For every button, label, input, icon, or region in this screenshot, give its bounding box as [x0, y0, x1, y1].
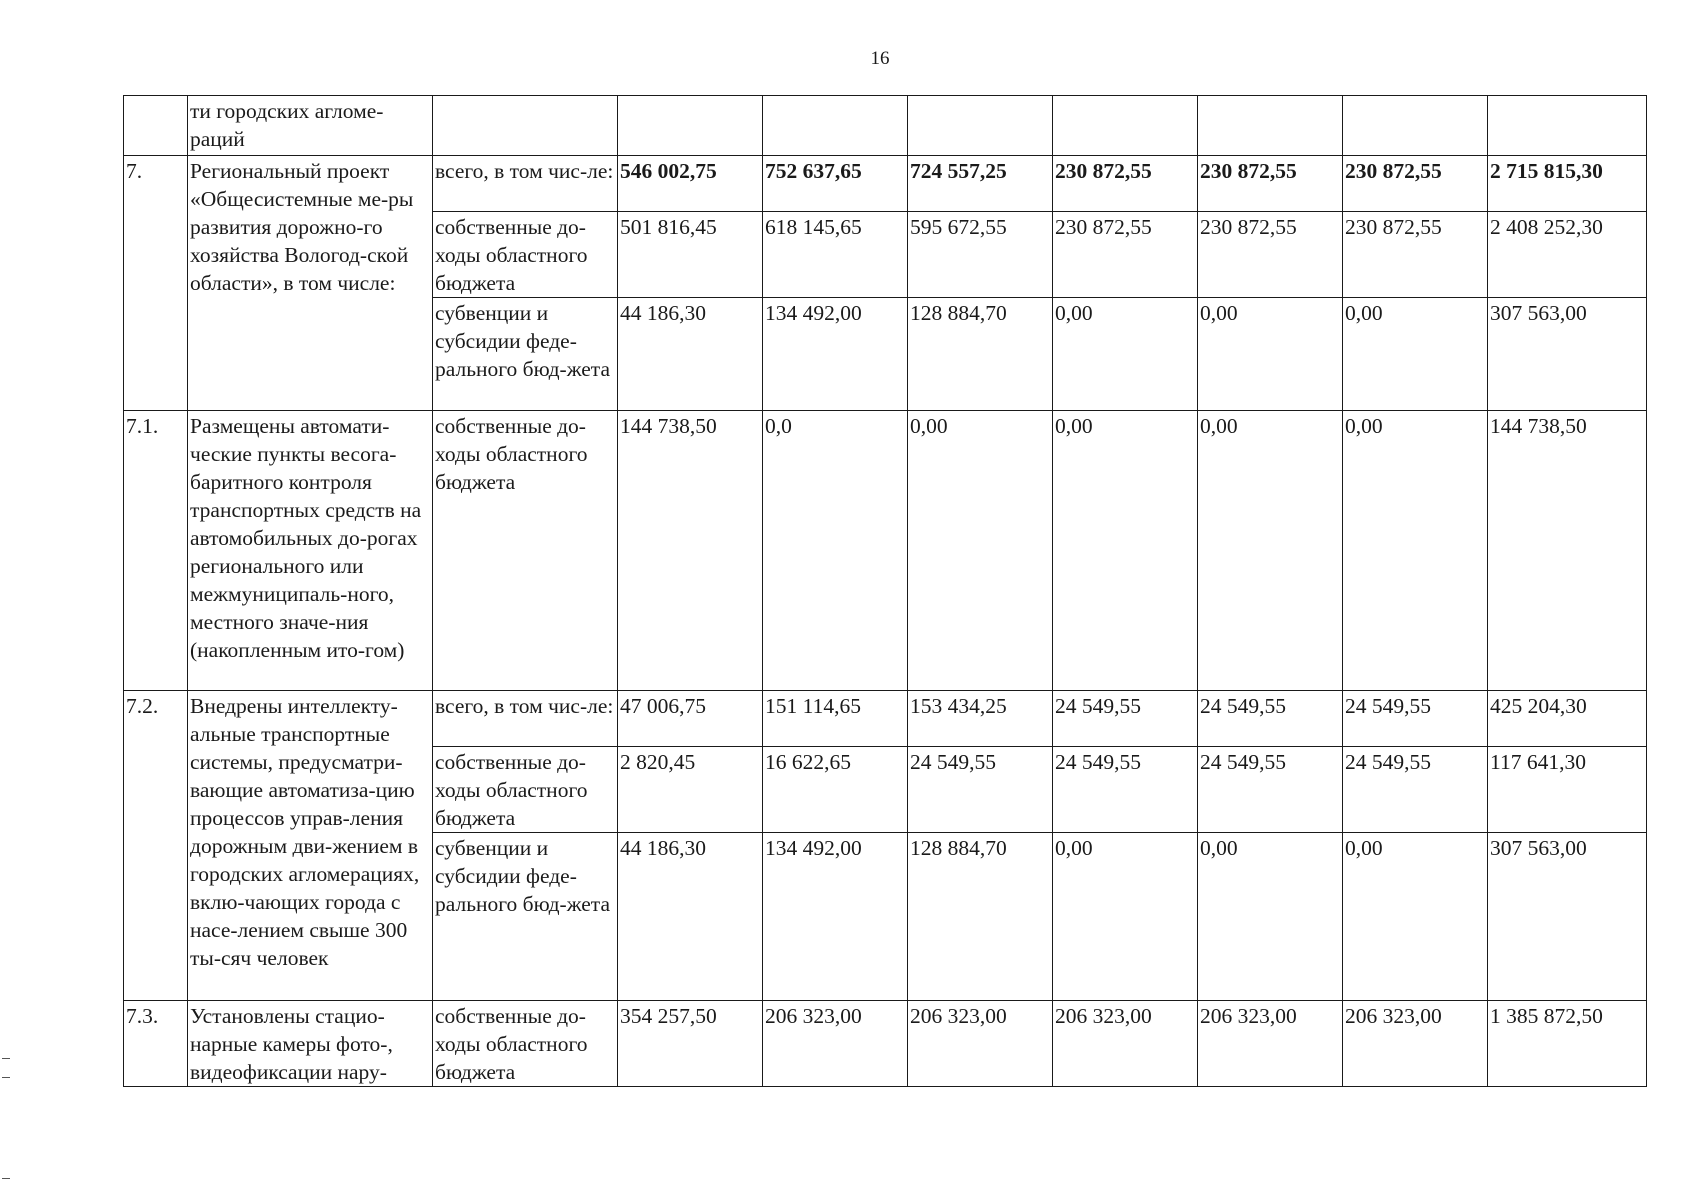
value-cell: 153 434,25 [908, 691, 1053, 747]
item-number: 7.2. [124, 691, 188, 1001]
value-cell: 128 884,70 [908, 298, 1053, 411]
item-description: Установлены стацио-нарные камеры фото-, видеофиксации нару- [188, 1001, 433, 1087]
value-cell: 0,00 [1343, 833, 1488, 1001]
value-cell: 501 816,45 [618, 212, 763, 298]
table-row [124, 96, 1647, 156]
item-number: 7. [124, 156, 188, 411]
item-number: 7.3. [124, 1001, 188, 1087]
value-cell: 230 872,55 [1053, 156, 1198, 212]
value-cell: 354 257,50 [618, 1001, 763, 1087]
funding-source: субвенции и субсидии феде-рального бюд-жета [433, 298, 618, 411]
value-cell: 24 549,55 [1053, 747, 1198, 833]
scan-edge-mark [2, 1077, 10, 1078]
table-row [124, 411, 1647, 691]
value-cell [763, 96, 908, 156]
value-cell: 0,00 [1053, 833, 1198, 1001]
value-cell [908, 96, 1053, 156]
item-number: 7.1. [124, 411, 188, 691]
value-cell: 128 884,70 [908, 833, 1053, 1001]
funding-source [433, 96, 618, 156]
funding-source: всего, в том чис-ле: [433, 156, 618, 212]
value-total: 1 385 872,50 [1488, 1001, 1647, 1087]
value-cell: 230 872,55 [1198, 212, 1343, 298]
value-cell: 724 557,25 [908, 156, 1053, 212]
value-cell: 134 492,00 [763, 298, 908, 411]
value-total: 117 641,30 [1488, 747, 1647, 833]
value-cell: 206 323,00 [908, 1001, 1053, 1087]
value-cell: 24 549,55 [908, 747, 1053, 833]
funding-source: собственные до-ходы областного бюджета [433, 411, 618, 691]
scan-edge-mark [2, 1178, 10, 1179]
item-description: Региональный проект «Общесистемные ме-ры развития дорожно-го хозяйства Вологод-ской области», в том числе: [188, 156, 433, 411]
value-cell: 206 323,00 [763, 1001, 908, 1087]
value-cell: 16 622,65 [763, 747, 908, 833]
budget-table [123, 95, 1647, 1087]
value-total: 307 563,00 [1488, 833, 1647, 1001]
item-description: Размещены автомати-ческие пункты весога-баритного контроля транспортных средств на автомобильных до-рогах регионального или межмуниципаль-ного, местного значе-ния (накопленным ито-гом) [188, 411, 433, 691]
funding-source: собственные до-ходы областного бюджета [433, 212, 618, 298]
value-cell [1053, 96, 1198, 156]
value-cell: 44 186,30 [618, 298, 763, 411]
value-cell: 144 738,50 [618, 411, 763, 691]
funding-source: собственные до-ходы областного бюджета [433, 747, 618, 833]
value-cell: 0,00 [1198, 411, 1343, 691]
value-cell: 24 549,55 [1198, 747, 1343, 833]
value-total: 425 204,30 [1488, 691, 1647, 747]
value-cell: 752 637,65 [763, 156, 908, 212]
value-cell: 24 549,55 [1053, 691, 1198, 747]
value-cell: 206 323,00 [1198, 1001, 1343, 1087]
value-cell: 134 492,00 [763, 833, 908, 1001]
value-cell: 0,00 [908, 411, 1053, 691]
funding-source: собственные до-ходы областного бюджета [433, 1001, 618, 1087]
value-cell: 0,00 [1053, 298, 1198, 411]
value-cell: 0,0 [763, 411, 908, 691]
item-number [124, 96, 188, 156]
value-cell: 618 145,65 [763, 212, 908, 298]
item-description: Внедрены интеллекту-альные транспортные системы, предусматри-вающие автоматиза-цию процессов управ-ления дорожным дви-жением в городских агломерациях, вклю-чающих города с насе-лением свыше 300 ты-сяч человек [188, 691, 433, 1001]
item-description: ти городских агломе-раций [188, 96, 433, 156]
value-total: 2 715 815,30 [1488, 156, 1647, 212]
value-cell: 0,00 [1053, 411, 1198, 691]
table-body [124, 96, 1647, 1087]
value-cell: 0,00 [1198, 833, 1343, 1001]
value-total: 307 563,00 [1488, 298, 1647, 411]
value-total: 2 408 252,30 [1488, 212, 1647, 298]
value-cell: 44 186,30 [618, 833, 763, 1001]
table-row [124, 156, 1647, 212]
value-total: 144 738,50 [1488, 411, 1647, 691]
value-cell: 2 820,45 [618, 747, 763, 833]
value-cell: 24 549,55 [1343, 747, 1488, 833]
table-row [124, 1001, 1647, 1087]
table-row [124, 691, 1647, 747]
value-cell: 24 549,55 [1343, 691, 1488, 747]
value-cell: 230 872,55 [1053, 212, 1198, 298]
value-cell [1198, 96, 1343, 156]
value-cell: 595 672,55 [908, 212, 1053, 298]
page-number: 16 [870, 48, 890, 69]
value-cell: 0,00 [1343, 411, 1488, 691]
value-cell: 47 006,75 [618, 691, 763, 747]
value-cell: 24 549,55 [1198, 691, 1343, 747]
value-cell: 151 114,65 [763, 691, 908, 747]
value-cell: 546 002,75 [618, 156, 763, 212]
value-cell [618, 96, 763, 156]
value-total [1488, 96, 1647, 156]
funding-source: всего, в том чис-ле: [433, 691, 618, 747]
value-cell: 206 323,00 [1343, 1001, 1488, 1087]
value-cell: 230 872,55 [1198, 156, 1343, 212]
value-cell: 206 323,00 [1053, 1001, 1198, 1087]
value-cell: 230 872,55 [1343, 212, 1488, 298]
scan-edge-mark [2, 1058, 10, 1059]
value-cell [1343, 96, 1488, 156]
value-cell: 0,00 [1198, 298, 1343, 411]
value-cell: 230 872,55 [1343, 156, 1488, 212]
funding-source: субвенции и субсидии феде-рального бюд-жета [433, 833, 618, 1001]
value-cell: 0,00 [1343, 298, 1488, 411]
